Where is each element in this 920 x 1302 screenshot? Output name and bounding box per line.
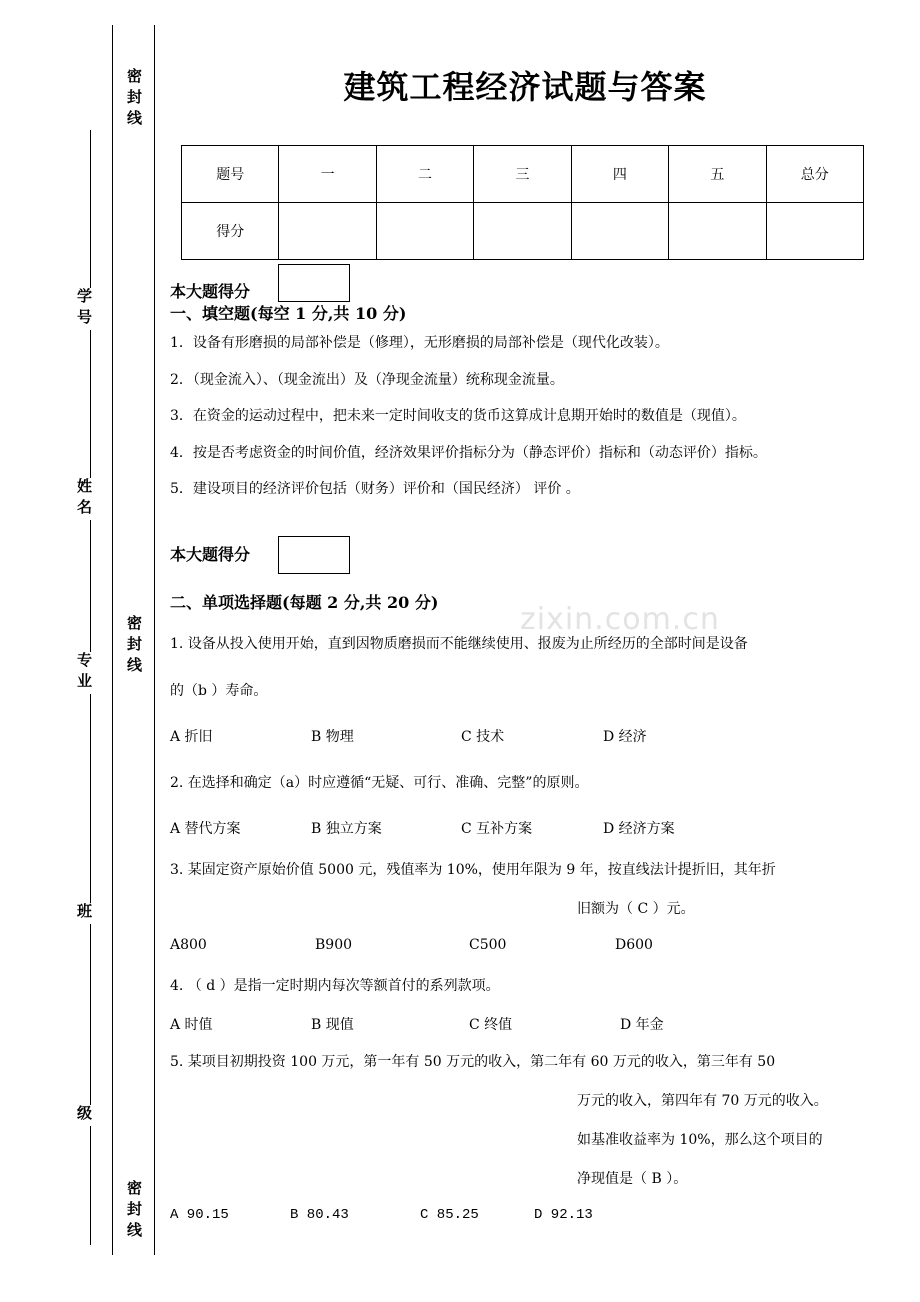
question5-text-cont: 如基准收益率为 10%，那么这个项目的 bbox=[577, 1132, 823, 1148]
score-cell[interactable] bbox=[669, 203, 766, 260]
grade-field-label: 级 bbox=[75, 1105, 93, 1126]
option: B 物理 bbox=[311, 729, 354, 745]
option: D 92.13 bbox=[534, 1207, 593, 1223]
class-field-label: 班 bbox=[75, 903, 93, 924]
section1-item: 2．（现金流入）、（现金流出）及（净现金流量）统称现金流量。 bbox=[170, 372, 564, 388]
option: C 技术 bbox=[461, 729, 505, 745]
section1-score-box[interactable] bbox=[278, 264, 350, 302]
option: D 年金 bbox=[620, 1017, 664, 1033]
section2-score-box[interactable] bbox=[278, 536, 350, 574]
question1-text: 1. 设备从投入使用开始，直到因物质磨损而不能继续使用、报废为止所经历的全部时间是设备 bbox=[170, 636, 748, 652]
question1-text-cont: 的（b ）寿命。 bbox=[170, 683, 268, 699]
score-table bbox=[181, 145, 864, 260]
question5-text-cont: 净现值是（ B ）。 bbox=[577, 1171, 688, 1187]
binding-line-outer bbox=[154, 25, 155, 1255]
question3-text: 3. 某固定资产原始价值 5000 元，残值率为 10%，使用年限为 9 年，按直线法计提折旧，其年折 bbox=[170, 862, 776, 878]
student-id-field-label: 学号 bbox=[75, 288, 93, 330]
score-table-column: 总分 bbox=[766, 146, 863, 203]
score-table-header-row bbox=[182, 146, 864, 203]
major-field-label: 专业 bbox=[75, 652, 93, 694]
section1-item: 5．建设项目的经济评价包括（财务）评价和（国民经济） 评价 。 bbox=[170, 481, 580, 497]
section1-heading: 一、填空题(每空 1 分,共 10 分) bbox=[170, 304, 407, 323]
option: B 80.43 bbox=[290, 1207, 349, 1223]
question2-text: 2. 在选择和确定（a）时应遵循“无疑、可行、准确、完整”的原则。 bbox=[170, 775, 589, 791]
score-cell[interactable] bbox=[279, 203, 376, 260]
option: A800 bbox=[170, 937, 207, 953]
score-table-column: 四 bbox=[571, 146, 668, 203]
seal-label-bottom: 密封线 bbox=[125, 1180, 143, 1243]
option: C500 bbox=[469, 937, 507, 953]
option: A 折旧 bbox=[170, 729, 213, 745]
score-table-score-row bbox=[182, 203, 864, 260]
option: C 85.25 bbox=[420, 1207, 479, 1223]
binding-line-inner bbox=[112, 25, 113, 1255]
name-field-label: 姓名 bbox=[75, 478, 93, 520]
option: C 互补方案 bbox=[461, 821, 533, 837]
option: C 终值 bbox=[469, 1017, 513, 1033]
section1-item: 3．在资金的运动过程中，把未来一定时间收支的货币这算成计息期开始时的数值是（现值）。 bbox=[170, 408, 746, 424]
question3-text-cont: 旧额为（ C ）元。 bbox=[577, 901, 695, 917]
question4-text: 4. （ d ）是指一定时期内每次等额首付的系列款项。 bbox=[170, 978, 500, 994]
score-cell[interactable] bbox=[766, 203, 863, 260]
question5-text-cont: 万元的收入，第四年有 70 万元的收入。 bbox=[577, 1093, 828, 1109]
seal-label-middle: 密封线 bbox=[125, 615, 143, 678]
score-cell[interactable] bbox=[571, 203, 668, 260]
option: D 经济方案 bbox=[603, 821, 675, 837]
score-table-column: 五 bbox=[669, 146, 766, 203]
option: A 替代方案 bbox=[170, 821, 241, 837]
section2-score-label: 本大题得分 bbox=[170, 545, 251, 564]
option: D600 bbox=[615, 937, 653, 953]
question5-text: 5. 某项目初期投资 100 万元，第一年有 50 万元的收入，第二年有 60 万元的收入，第三年有 50 bbox=[170, 1054, 776, 1070]
option: B 现值 bbox=[311, 1017, 354, 1033]
score-table-row-header: 得分 bbox=[182, 203, 279, 260]
section1-item: 4．按是否考虑资金的时间价值，经济效果评价指标分为（静态评价）指标和（动态评价）指标。 bbox=[170, 445, 767, 461]
option: B 独立方案 bbox=[311, 821, 382, 837]
option: D 经济 bbox=[603, 729, 647, 745]
option: A 时值 bbox=[170, 1017, 213, 1033]
watermark: zixin.com.cn bbox=[520, 602, 720, 637]
section2-heading: 二、单项选择题(每题 2 分,共 20 分) bbox=[170, 593, 439, 612]
option: B900 bbox=[315, 937, 353, 953]
option: A 90.15 bbox=[170, 1207, 229, 1223]
seal-label-top: 密封线 bbox=[125, 68, 143, 131]
section1-item: 1．设备有形磨损的局部补偿是（修理），无形磨损的局部补偿是（现代化改装）。 bbox=[170, 335, 669, 351]
score-cell[interactable] bbox=[376, 203, 473, 260]
page-title: 建筑工程经济试题与答案 bbox=[343, 68, 707, 106]
section1-score-label: 本大题得分 bbox=[170, 282, 251, 301]
score-table-column: 二 bbox=[376, 146, 473, 203]
score-table-row-header: 题号 bbox=[182, 146, 279, 203]
score-cell[interactable] bbox=[474, 203, 571, 260]
score-table-column: 一 bbox=[279, 146, 376, 203]
score-table-column: 三 bbox=[474, 146, 571, 203]
